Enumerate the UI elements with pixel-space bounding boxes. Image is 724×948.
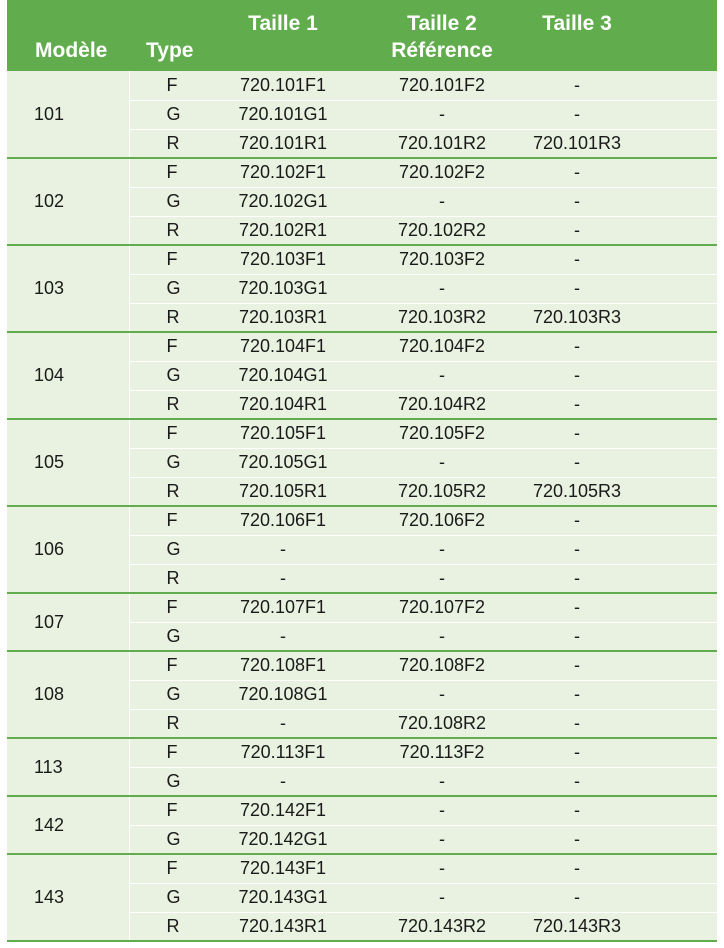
size-3-cell: - <box>507 593 717 622</box>
type-cell: R <box>129 709 215 738</box>
size-3-cell: - <box>507 506 717 535</box>
size-2-cell: 720.107F2 <box>377 593 507 622</box>
size-3-cell: - <box>507 709 717 738</box>
table-row <box>7 158 717 187</box>
size-2-cell: - <box>377 448 507 477</box>
size-2-cell: - <box>377 825 507 854</box>
size-1-cell: 720.102F1 <box>215 158 377 187</box>
size-1-cell: - <box>215 622 377 651</box>
type-cell: F <box>129 419 215 448</box>
size-3-cell: - <box>507 216 717 245</box>
model-cell: 104 <box>7 332 129 419</box>
size-1-cell: 720.143G1 <box>215 883 377 912</box>
type-cell: F <box>129 506 215 535</box>
size-2-cell: - <box>377 361 507 390</box>
size-3-cell: - <box>507 564 717 593</box>
size-3-cell: - <box>507 535 717 564</box>
model-cell: 113 <box>7 738 129 796</box>
header-size-2-label: Taille 2 <box>407 12 477 35</box>
size-2-cell: - <box>377 854 507 883</box>
size-1-cell: 720.104F1 <box>215 332 377 361</box>
size-1-cell: 720.101F1 <box>215 71 377 100</box>
size-3-cell: - <box>507 796 717 825</box>
size-3-cell: - <box>507 825 717 854</box>
size-2-cell: 720.105R2 <box>377 477 507 506</box>
table-row <box>7 651 717 680</box>
header-size-1 <box>215 0 377 71</box>
size-2-cell: 720.143R2 <box>377 912 507 941</box>
type-cell: G <box>129 680 215 709</box>
size-3-cell: - <box>507 100 717 129</box>
size-1-cell: 720.142F1 <box>215 796 377 825</box>
model-cell: 103 <box>7 245 129 332</box>
header-model-label: Modèle <box>35 39 108 62</box>
size-2-cell: - <box>377 564 507 593</box>
size-2-cell: 720.102R2 <box>377 216 507 245</box>
size-2-cell: 720.103R2 <box>377 303 507 332</box>
table-body <box>7 71 717 941</box>
type-cell: R <box>129 216 215 245</box>
header-size-2 <box>377 0 507 71</box>
size-3-cell: - <box>507 419 717 448</box>
size-1-cell: 720.103G1 <box>215 274 377 303</box>
size-2-cell: 720.105F2 <box>377 419 507 448</box>
table-row <box>7 796 717 825</box>
model-cell: 142 <box>7 796 129 854</box>
table-row <box>7 593 717 622</box>
size-2-cell: - <box>377 622 507 651</box>
type-cell: F <box>129 738 215 767</box>
type-cell: F <box>129 651 215 680</box>
size-2-cell: - <box>377 680 507 709</box>
size-1-cell: 720.105F1 <box>215 419 377 448</box>
size-3-cell: - <box>507 854 717 883</box>
size-1-cell: - <box>215 564 377 593</box>
type-cell: G <box>129 825 215 854</box>
size-1-cell: 720.143F1 <box>215 854 377 883</box>
size-1-cell: 720.105G1 <box>215 448 377 477</box>
size-1-cell: 720.104G1 <box>215 361 377 390</box>
type-cell: G <box>129 767 215 796</box>
model-cell: 108 <box>7 651 129 738</box>
model-cell: 106 <box>7 506 129 593</box>
type-cell: F <box>129 158 215 187</box>
size-2-cell: 720.108F2 <box>377 651 507 680</box>
size-1-cell: 720.103F1 <box>215 245 377 274</box>
size-2-cell: 720.108R2 <box>377 709 507 738</box>
size-1-cell: 720.104R1 <box>215 390 377 419</box>
header-reference-label: Référence <box>391 39 493 62</box>
size-1-cell: 720.103R1 <box>215 303 377 332</box>
size-1-cell: 720.105R1 <box>215 477 377 506</box>
size-1-cell: 720.143R1 <box>215 912 377 941</box>
size-2-cell: 720.101F2 <box>377 71 507 100</box>
table-row <box>7 854 717 883</box>
size-2-cell: - <box>377 535 507 564</box>
type-cell: F <box>129 71 215 100</box>
model-cell: 102 <box>7 158 129 245</box>
size-3-cell: - <box>507 245 717 274</box>
type-cell: R <box>129 303 215 332</box>
size-3-cell: - <box>507 622 717 651</box>
size-3-cell: - <box>507 71 717 100</box>
type-cell: G <box>129 448 215 477</box>
type-cell: G <box>129 535 215 564</box>
model-cell: 105 <box>7 419 129 506</box>
size-3-cell: 720.103R3 <box>507 303 717 332</box>
type-cell: G <box>129 187 215 216</box>
size-2-cell: - <box>377 796 507 825</box>
size-1-cell: 720.108F1 <box>215 651 377 680</box>
size-3-cell: - <box>507 361 717 390</box>
size-2-cell: - <box>377 100 507 129</box>
size-3-cell: - <box>507 274 717 303</box>
size-2-cell: 720.104R2 <box>377 390 507 419</box>
header-row <box>7 0 717 71</box>
size-3-cell: - <box>507 332 717 361</box>
size-1-cell: 720.142G1 <box>215 825 377 854</box>
size-3-cell: - <box>507 767 717 796</box>
header-type <box>129 0 215 71</box>
header-type-label: Type <box>146 39 194 62</box>
type-cell: F <box>129 332 215 361</box>
size-1-cell: 720.102G1 <box>215 187 377 216</box>
table-header <box>7 0 717 71</box>
model-cell: 107 <box>7 593 129 651</box>
header-size-3-label: Taille 3 <box>542 12 612 35</box>
size-3-cell: - <box>507 390 717 419</box>
table-row <box>7 332 717 361</box>
size-2-cell: 720.104F2 <box>377 332 507 361</box>
type-cell: F <box>129 245 215 274</box>
model-cell: 143 <box>7 854 129 941</box>
table-row <box>7 738 717 767</box>
size-3-cell: - <box>507 158 717 187</box>
size-1-cell: - <box>215 709 377 738</box>
size-2-cell: 720.101R2 <box>377 129 507 158</box>
size-3-cell: - <box>507 187 717 216</box>
size-1-cell: 720.107F1 <box>215 593 377 622</box>
size-3-cell: - <box>507 448 717 477</box>
size-3-cell: - <box>507 738 717 767</box>
size-2-cell: - <box>377 187 507 216</box>
type-cell: G <box>129 361 215 390</box>
model-cell: 101 <box>7 71 129 158</box>
size-3-cell: - <box>507 651 717 680</box>
type-cell: G <box>129 622 215 651</box>
size-2-cell: 720.103F2 <box>377 245 507 274</box>
size-1-cell: 720.108G1 <box>215 680 377 709</box>
type-cell: G <box>129 100 215 129</box>
type-cell: G <box>129 883 215 912</box>
reference-table <box>7 0 717 942</box>
size-2-cell: 720.106F2 <box>377 506 507 535</box>
size-3-cell: 720.101R3 <box>507 129 717 158</box>
size-1-cell: 720.101G1 <box>215 100 377 129</box>
size-3-cell: - <box>507 883 717 912</box>
type-cell: F <box>129 593 215 622</box>
header-size-3 <box>507 0 717 71</box>
size-2-cell: - <box>377 883 507 912</box>
size-3-cell: 720.143R3 <box>507 912 717 941</box>
header-model <box>7 0 129 71</box>
size-1-cell: - <box>215 767 377 796</box>
size-2-cell: 720.102F2 <box>377 158 507 187</box>
type-cell: R <box>129 390 215 419</box>
size-2-cell: 720.113F2 <box>377 738 507 767</box>
size-1-cell: 720.102R1 <box>215 216 377 245</box>
type-cell: R <box>129 477 215 506</box>
table-row <box>7 245 717 274</box>
size-3-cell: 720.105R3 <box>507 477 717 506</box>
header-size-1-label: Taille 1 <box>248 12 318 35</box>
size-2-cell: - <box>377 274 507 303</box>
table-row <box>7 71 717 100</box>
type-cell: R <box>129 912 215 941</box>
type-cell: R <box>129 129 215 158</box>
table-row <box>7 506 717 535</box>
size-1-cell: - <box>215 535 377 564</box>
table-row <box>7 419 717 448</box>
size-1-cell: 720.106F1 <box>215 506 377 535</box>
size-1-cell: 720.113F1 <box>215 738 377 767</box>
size-1-cell: 720.101R1 <box>215 129 377 158</box>
type-cell: F <box>129 796 215 825</box>
size-3-cell: - <box>507 680 717 709</box>
type-cell: R <box>129 564 215 593</box>
size-2-cell: - <box>377 767 507 796</box>
type-cell: G <box>129 274 215 303</box>
type-cell: F <box>129 854 215 883</box>
